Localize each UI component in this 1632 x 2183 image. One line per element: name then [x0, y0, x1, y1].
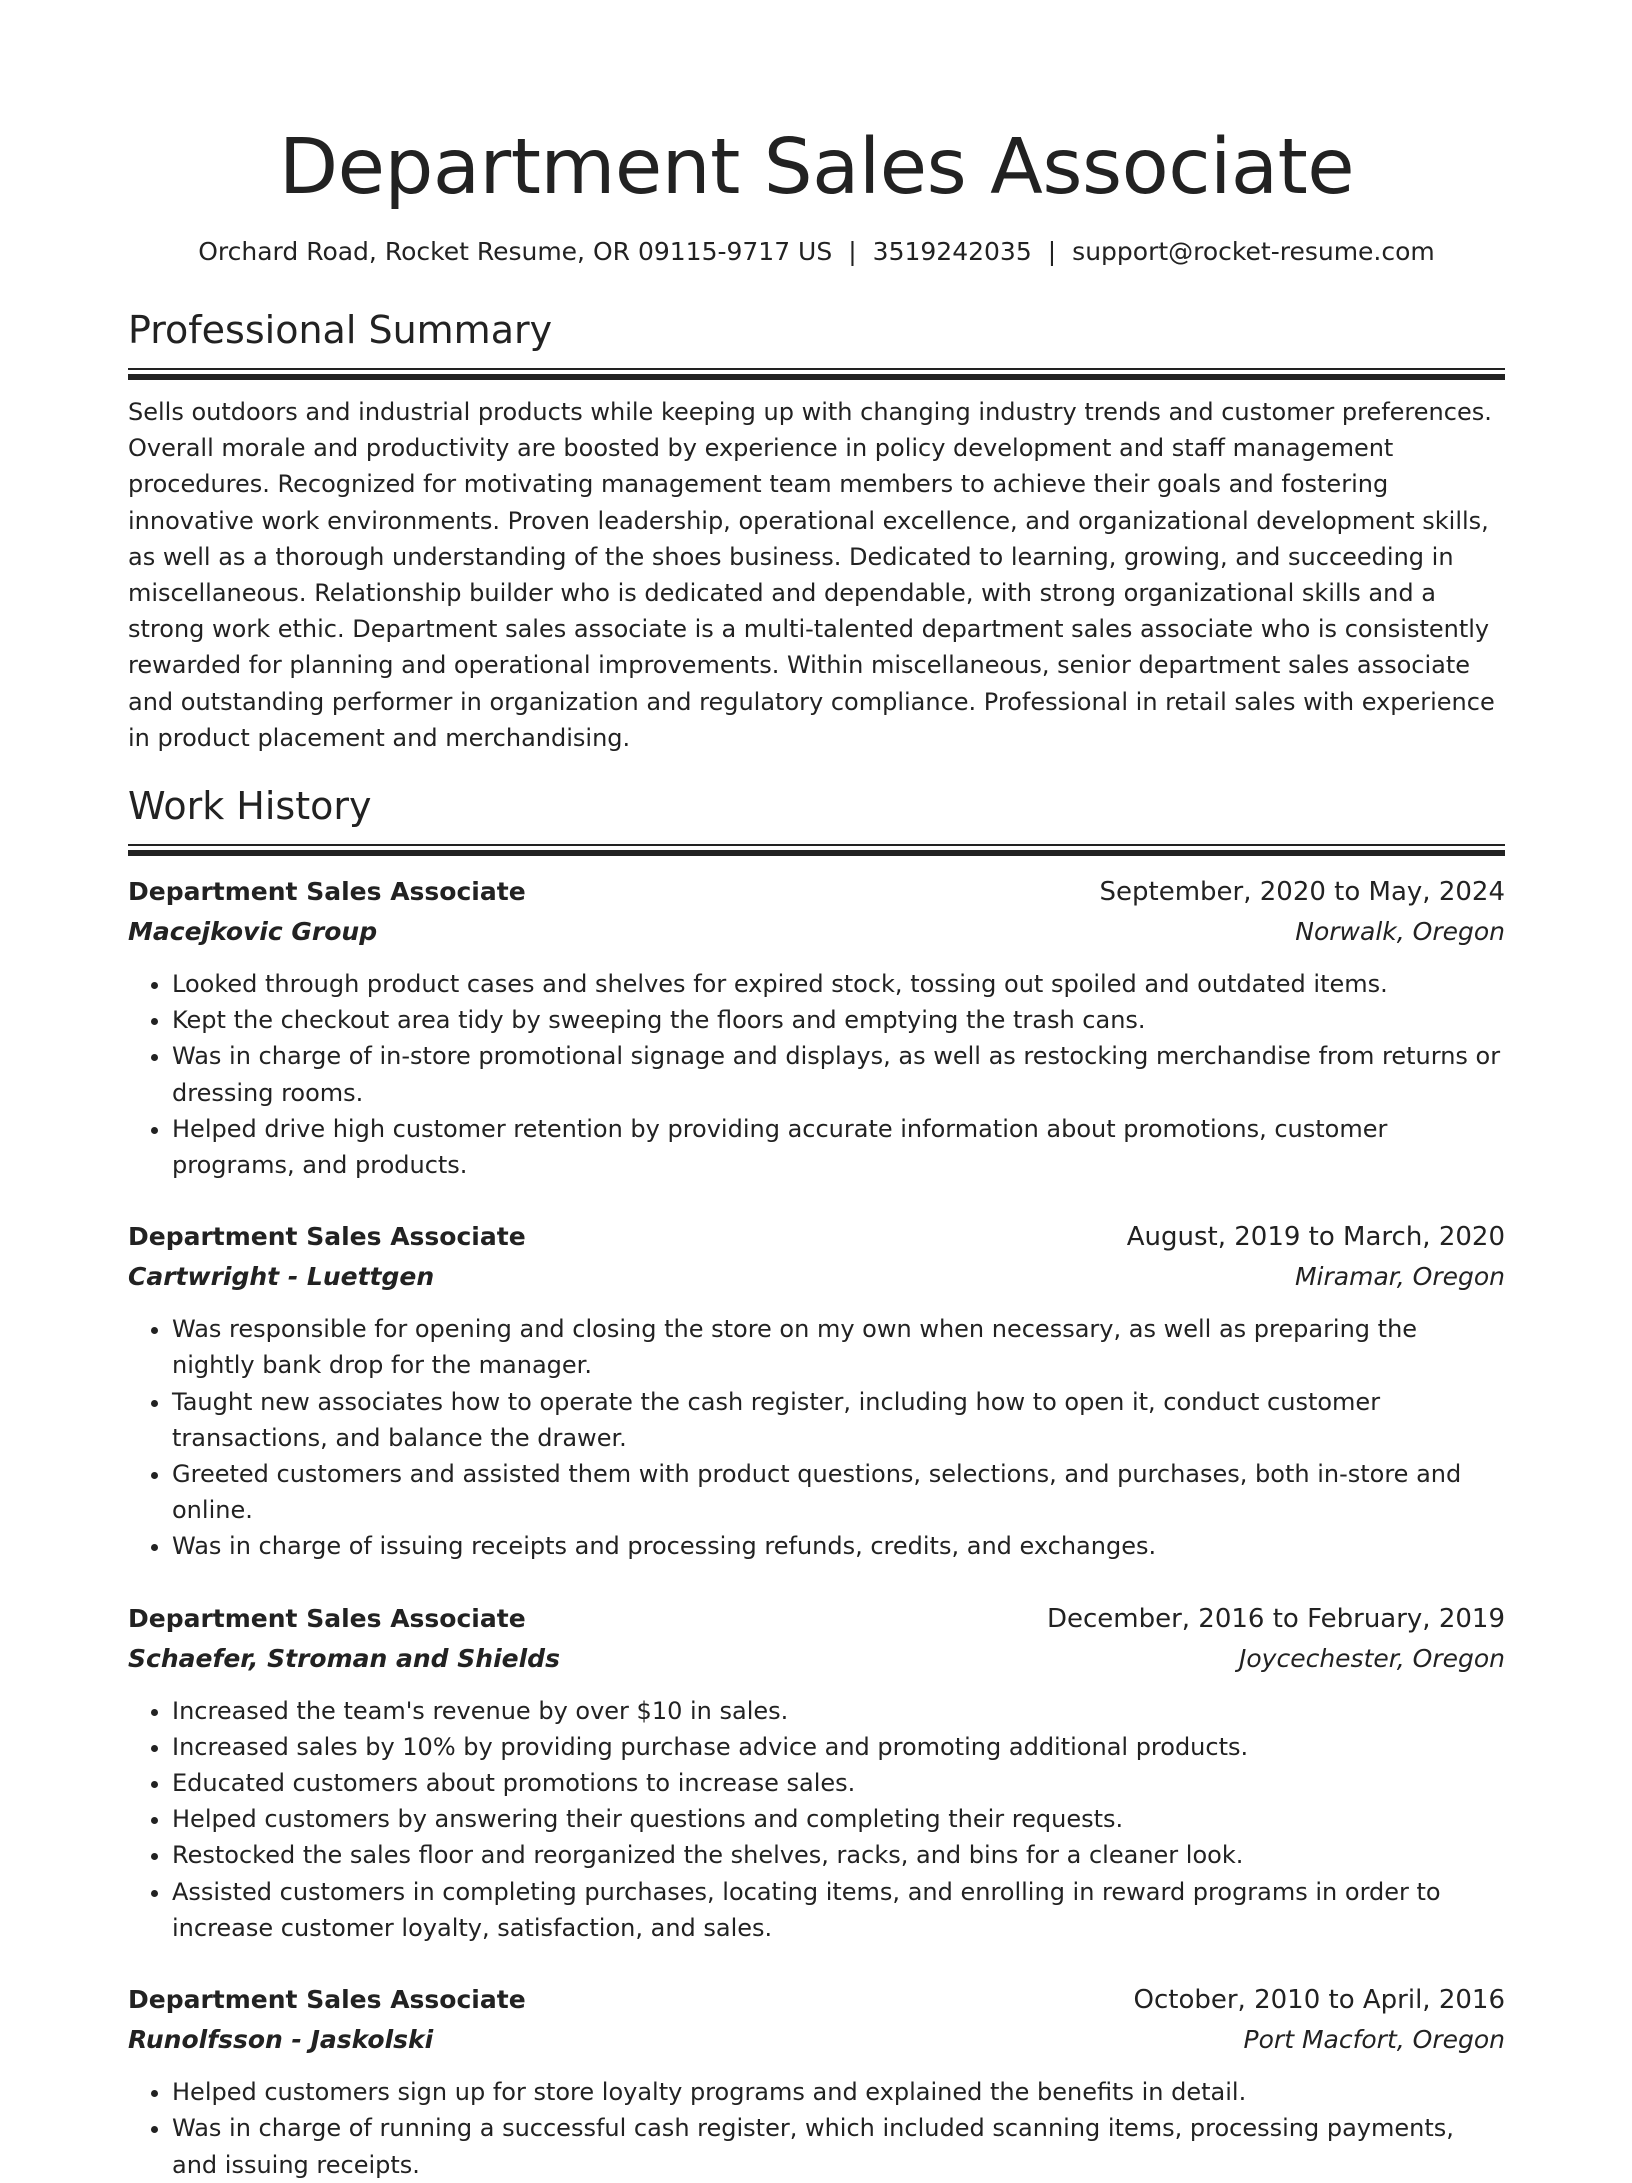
job-entry [128, 1980, 1505, 2183]
job-location: Joycechester, Oregon [1239, 1643, 1505, 1673]
job-location: Miramar, Oregon [1294, 1262, 1505, 1292]
job-bullet: • Kept the checkout area tidy by sweeping the floors and emptying the trash cans. [172, 1002, 1505, 1038]
job-header-row [128, 1599, 1505, 1639]
job-bullet: • Restocked the sales floor and reorganized the shelves, racks, and bins for a cleaner look. [172, 1837, 1505, 1873]
job-bullet-list [128, 1311, 1505, 1564]
job-company: Cartwright - Luettgen [128, 1262, 435, 1292]
job-company-row [128, 2020, 1505, 2060]
job-bullet: • Greeted customers and assisted them with product questions, selections, and purchases, both in-store and online. [172, 1456, 1505, 1528]
contact-phone: 3519242035 [872, 237, 1032, 266]
summary-heading: Professional Summary [128, 308, 553, 352]
contact-separator: | [848, 237, 857, 266]
summary-text: Sells outdoors and industrial products while keeping up with changing industry trends and customer preferences. Overall morale and productivity are boosted by experience in policy development and staff management procedures. Recognized for motivating management team members to achieve their goals and fostering innovative work environments. Proven leadership, operational excellence, and organizational development skills, as well as a thorough understanding of the shoes business. Dedicated to learning, growing, and succeeding in miscellaneous. Relationship builder who is dedicated and dependable, with strong organizational skills and a strong work ethic. Department sales associate is a multi-talented department sales associate who is consistently rewarded for planning and operational improvements. Within miscellaneous, senior department sales associate and outstanding performer in organization and regulatory compliance. Professional in retail sales with experience in product placement and merchandising. [128, 398, 1495, 752]
contact-email: support@rocket-resume.com [1072, 237, 1435, 266]
job-bullet: • Helped customers sign up for store loyalty programs and explained the benefits in detail. [172, 2074, 1505, 2110]
job-location: Norwalk, Oregon [1295, 917, 1505, 947]
job-bullet: • Was in charge of issuing receipts and processing refunds, credits, and exchanges. [172, 1528, 1505, 1564]
job-company: Runolfsson - Jaskolski [128, 2025, 434, 2055]
job-dates: October, 2010 to April, 2016 [1133, 1985, 1505, 2016]
job-bullet: • Looked through product cases and shelves for expired stock, tossing out spoiled and outdated items. [172, 966, 1505, 1002]
job-company: Schaefer, Stroman and Shields [128, 1643, 560, 1673]
job-bullet: • Was in charge of in-store promotional signage and displays, as well as restocking merchandise from returns or dressing rooms. [172, 1038, 1505, 1110]
job-company-row [128, 1639, 1505, 1679]
job-header-row [128, 872, 1505, 912]
job-company-row [128, 912, 1505, 952]
job-company: Macejkovic Group [128, 917, 378, 947]
contact-address: Orchard Road, Rocket Resume, OR 09115-9717 US [198, 237, 833, 266]
job-bullet-list [128, 1693, 1505, 1946]
job-location: Port Macfort, Oregon [1243, 2025, 1505, 2055]
work-history-heading: Work History [128, 784, 372, 829]
job-dates: August, 2019 to March, 2020 [1126, 1222, 1505, 1253]
job-title: Department Sales Associate [128, 1985, 526, 2015]
job-entry [128, 872, 1505, 1183]
contact-separator: | [1047, 237, 1057, 266]
job-header-row [128, 1980, 1505, 2020]
job-bullet: • Was in charge of running a successful cash register, which included scanning items, processing payments, and issuing receipts. [172, 2110, 1505, 2182]
job-company-row [128, 1257, 1505, 1297]
job-bullet: • Increased sales by 10% by providing purchase advice and promoting additional products. [172, 1729, 1505, 1765]
job-bullet: • Was responsible for opening and closing the store on my own when necessary, as well as preparing the nightly bank drop for the manager. [172, 1311, 1505, 1383]
job-title: Department Sales Associate [128, 877, 526, 907]
job-title: Department Sales Associate [128, 1603, 526, 1633]
job-dates: September, 2020 to May, 2024 [1099, 877, 1505, 908]
job-bullet: • Educated customers about promotions to increase sales. [172, 1765, 1505, 1801]
job-title: Department Sales Associate [128, 1222, 526, 1252]
job-bullet: • Assisted customers in completing purchases, locating items, and enrolling in reward programs in order to increase customer loyalty, satisfaction, and sales. [172, 1874, 1505, 1946]
job-bullet: • Increased the team's revenue by over $10 in sales. [172, 1693, 1505, 1729]
section-divider [128, 844, 1505, 856]
job-header-row [128, 1217, 1505, 1257]
job-bullet-list [128, 966, 1505, 1183]
summary-section [128, 306, 1505, 756]
job-bullet: • Helped customers by answering their questions and completing their requests. [172, 1801, 1505, 1837]
job-dates: December, 2016 to February, 2019 [1046, 1603, 1505, 1634]
work-history-section [128, 782, 1505, 2183]
job-bullet: • Taught new associates how to operate the cash register, including how to open it, conduct customer transactions, and balance the drawer. [172, 1384, 1505, 1456]
job-entry [128, 1599, 1505, 1946]
section-divider [128, 368, 1505, 380]
job-entry [128, 1217, 1505, 1564]
page-title: Department Sales Associate [278, 123, 1355, 212]
contact-line [128, 234, 1505, 270]
job-bullet-list [128, 2074, 1505, 2183]
job-bullet: • Helped drive high customer retention by providing accurate information about promotions, customer programs, and products. [172, 1111, 1505, 1183]
